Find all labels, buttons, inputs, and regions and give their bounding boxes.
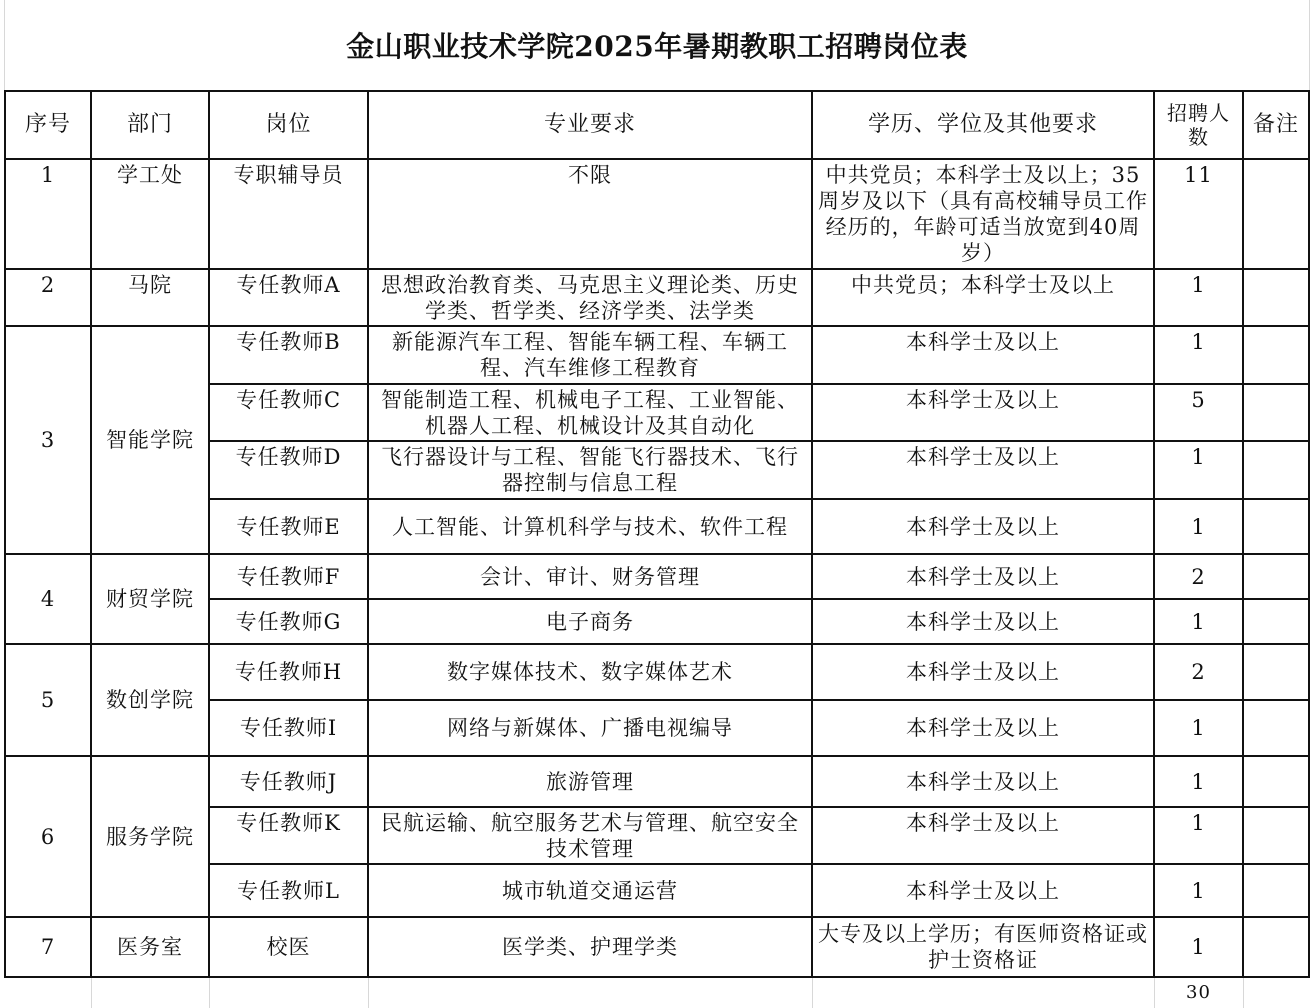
cell-edu: 本科学士及以上 <box>812 554 1154 599</box>
cell-edu: 中共党员；本科学士及以上；35周岁及以下（具有高校辅导员工作经历的，年龄可适当放宽到40周岁） <box>812 159 1154 269</box>
cell-major: 民航运输、航空服务艺术与管理、航空安全技术管理 <box>368 807 812 864</box>
cell-post: 校医 <box>209 917 368 977</box>
cell-edu: 本科学士及以上 <box>812 599 1154 644</box>
cell-edu: 中共党员；本科学士及以上 <box>812 269 1154 326</box>
page-title: 金山职业技术学院2025年暑期教职工招聘岗位表 <box>4 0 1310 90</box>
cell-post: 专任教师F <box>209 554 368 599</box>
cell-note <box>1243 917 1309 977</box>
cell-count: 11 <box>1154 159 1243 269</box>
header-note: 备注 <box>1243 91 1309 159</box>
cell-major: 新能源汽车工程、智能车辆工程、车辆工程、汽车维修工程教育 <box>368 326 812 384</box>
cell-dept: 医务室 <box>91 917 209 977</box>
header-dept: 部门 <box>91 91 209 159</box>
header-row <box>5 91 1309 159</box>
cell-post: 专任教师D <box>209 441 368 499</box>
cell-post: 专任教师G <box>209 599 368 644</box>
cell-note <box>1243 384 1309 441</box>
cell-count: 1 <box>1154 326 1243 384</box>
cell-edu: 本科学士及以上 <box>812 384 1154 441</box>
cell-count: 2 <box>1154 644 1243 700</box>
cell-edu: 本科学士及以上 <box>812 326 1154 384</box>
total-spacer <box>209 977 368 1008</box>
cell-seq: 1 <box>5 159 91 269</box>
cell-note <box>1243 159 1309 269</box>
total-count: 30 <box>1154 977 1243 1008</box>
cell-seq: 6 <box>5 756 91 917</box>
header-edu: 学历、学位及其他要求 <box>812 91 1154 159</box>
table-body <box>5 159 1309 977</box>
cell-count: 1 <box>1154 499 1243 554</box>
table-row <box>5 326 1309 384</box>
cell-seq: 7 <box>5 917 91 977</box>
cell-post: 专任教师C <box>209 384 368 441</box>
header-major: 专业要求 <box>368 91 812 159</box>
cell-dept: 智能学院 <box>91 326 209 554</box>
cell-note <box>1243 499 1309 554</box>
cell-major: 不限 <box>368 159 812 269</box>
cell-count: 1 <box>1154 599 1243 644</box>
cell-post: 专职辅导员 <box>209 159 368 269</box>
cell-count: 1 <box>1154 700 1243 756</box>
cell-seq: 2 <box>5 269 91 326</box>
cell-post: 专任教师A <box>209 269 368 326</box>
cell-post: 专任教师E <box>209 499 368 554</box>
cell-major: 网络与新媒体、广播电视编导 <box>368 700 812 756</box>
cell-major: 医学类、护理学类 <box>368 917 812 977</box>
cell-post: 专任教师H <box>209 644 368 700</box>
cell-major: 智能制造工程、机械电子工程、工业智能、机器人工程、机械设计及其自动化 <box>368 384 812 441</box>
table-row <box>5 756 1309 807</box>
table-row <box>5 159 1309 269</box>
cell-note <box>1243 441 1309 499</box>
cell-post: 专任教师L <box>209 864 368 917</box>
cell-post: 专任教师B <box>209 326 368 384</box>
header-count: 招聘人数 <box>1154 91 1243 159</box>
total-spacer <box>5 977 91 1008</box>
cell-note <box>1243 326 1309 384</box>
cell-note <box>1243 807 1309 864</box>
cell-edu: 本科学士及以上 <box>812 700 1154 756</box>
cell-note <box>1243 700 1309 756</box>
table-row <box>5 269 1309 326</box>
cell-count: 1 <box>1154 917 1243 977</box>
cell-major: 思想政治教育类、马克思主义理论类、历史学类、哲学类、经济学类、法学类 <box>368 269 812 326</box>
cell-seq: 4 <box>5 554 91 644</box>
total-spacer <box>812 977 1154 1008</box>
cell-edu: 本科学士及以上 <box>812 499 1154 554</box>
table-row <box>5 917 1309 977</box>
total-row <box>5 977 1309 1008</box>
cell-major: 数字媒体技术、数字媒体艺术 <box>368 644 812 700</box>
cell-note <box>1243 269 1309 326</box>
cell-note <box>1243 599 1309 644</box>
cell-post: 专任教师I <box>209 700 368 756</box>
cell-seq: 5 <box>5 644 91 756</box>
cell-count: 1 <box>1154 269 1243 326</box>
cell-dept: 数创学院 <box>91 644 209 756</box>
cell-count: 1 <box>1154 441 1243 499</box>
cell-seq: 3 <box>5 326 91 554</box>
cell-note <box>1243 756 1309 807</box>
cell-edu: 本科学士及以上 <box>812 644 1154 700</box>
cell-dept: 服务学院 <box>91 756 209 917</box>
total-spacer <box>91 977 209 1008</box>
cell-major: 电子商务 <box>368 599 812 644</box>
cell-major: 飞行器设计与工程、智能飞行器技术、飞行器控制与信息工程 <box>368 441 812 499</box>
cell-major: 会计、审计、财务管理 <box>368 554 812 599</box>
cell-edu: 大专及以上学历；有医师资格证或护士资格证 <box>812 917 1154 977</box>
table-row <box>5 554 1309 599</box>
cell-count: 2 <box>1154 554 1243 599</box>
cell-count: 1 <box>1154 864 1243 917</box>
cell-dept: 财贸学院 <box>91 554 209 644</box>
cell-note <box>1243 864 1309 917</box>
cell-post: 专任教师K <box>209 807 368 864</box>
cell-dept: 马院 <box>91 269 209 326</box>
cell-edu: 本科学士及以上 <box>812 807 1154 864</box>
cell-post: 专任教师J <box>209 756 368 807</box>
total-spacer <box>368 977 812 1008</box>
cell-count: 5 <box>1154 384 1243 441</box>
table-row <box>5 644 1309 700</box>
cell-major: 人工智能、计算机科学与技术、软件工程 <box>368 499 812 554</box>
header-post: 岗位 <box>209 91 368 159</box>
cell-major: 旅游管理 <box>368 756 812 807</box>
cell-edu: 本科学士及以上 <box>812 441 1154 499</box>
cell-dept: 学工处 <box>91 159 209 269</box>
cell-count: 1 <box>1154 756 1243 807</box>
cell-major: 城市轨道交通运营 <box>368 864 812 917</box>
cell-note <box>1243 644 1309 700</box>
total-spacer <box>1243 977 1309 1008</box>
cell-count: 1 <box>1154 807 1243 864</box>
recruitment-table <box>4 90 1310 1008</box>
cell-edu: 本科学士及以上 <box>812 864 1154 917</box>
cell-note <box>1243 554 1309 599</box>
header-seq: 序号 <box>5 91 91 159</box>
cell-edu: 本科学士及以上 <box>812 756 1154 807</box>
